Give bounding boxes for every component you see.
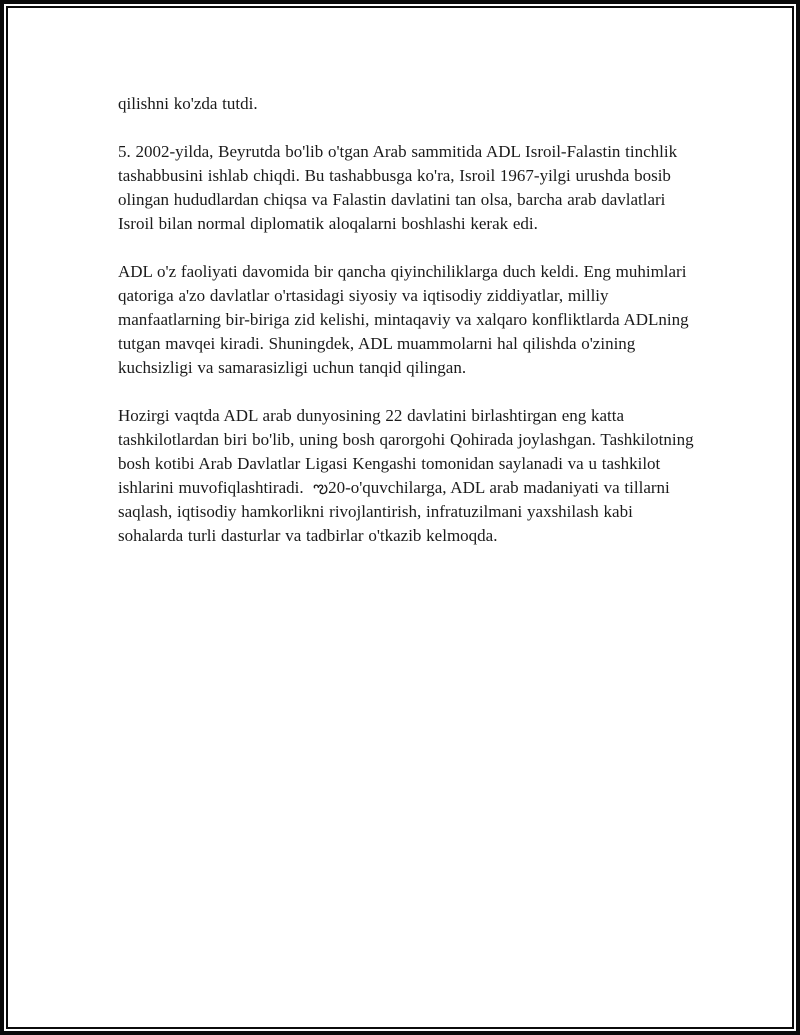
document-text-block <box>118 92 699 572</box>
paragraph-challenges: ADL o'z faoliyati davomida bir qancha qiyinchiliklarga duch keldi. Eng muhimlari qatoriga a'zo davlatlar o'rtasidagi siyosiy va iqtisodiy ziddiyatlar, milliy manfaatlarning bir-biriga zid kelishi, mintaqaviy va xalqaro konfliktlarda ADLning tutgan mavqei kiradi. Shuningdek, ADL muammolarni hal qilishda o'zining kuchsizligi va samarasizligi uchun tanqid qilingan. <box>118 262 694 377</box>
paragraph-continuation: qilishni ko'zda tutdi. <box>118 94 258 113</box>
paragraph-current-status: Hozirgi vaqtda ADL arab dunyosining 22 davlatini birlashtirgan eng katta tashkilotlardan biri bo'lib, uning bosh qarorgohi Qohirada joylashgan. Tashkilotning bosh kotibi Arab Davlatlar Ligasi Kengashi tomonidan saylanadi va u tashkilot ishlarini muvofiqlashtiradi. ఌ20-o'quvchilarga, ADL arab madaniyati va tillarni saqlash, iqtisodiy hamkorlikni rivojlantirish, infratuzilmani yaxshilash kabi sohalarda turli dasturlar va tadbirlar o'tkazib kelmoqda. <box>118 406 699 545</box>
page-inner-frame <box>6 6 794 1029</box>
paragraph-peace-initiative: 5. 2002-yilda, Beyrutda bo'lib o'tgan Arab sammitida ADL Isroil-Falastin tinchlik tashabbusini ishlab chiqdi. Bu tashabbusga ko'ra, Isroil 1967-yilgi urushda bosib olingan hududlardan chiqsa va Falastin davlatini tan olsa, barcha arab davlatlari Isroil bilan normal diplomatik aloqalarni boshlashi kerak edi. <box>118 142 682 233</box>
